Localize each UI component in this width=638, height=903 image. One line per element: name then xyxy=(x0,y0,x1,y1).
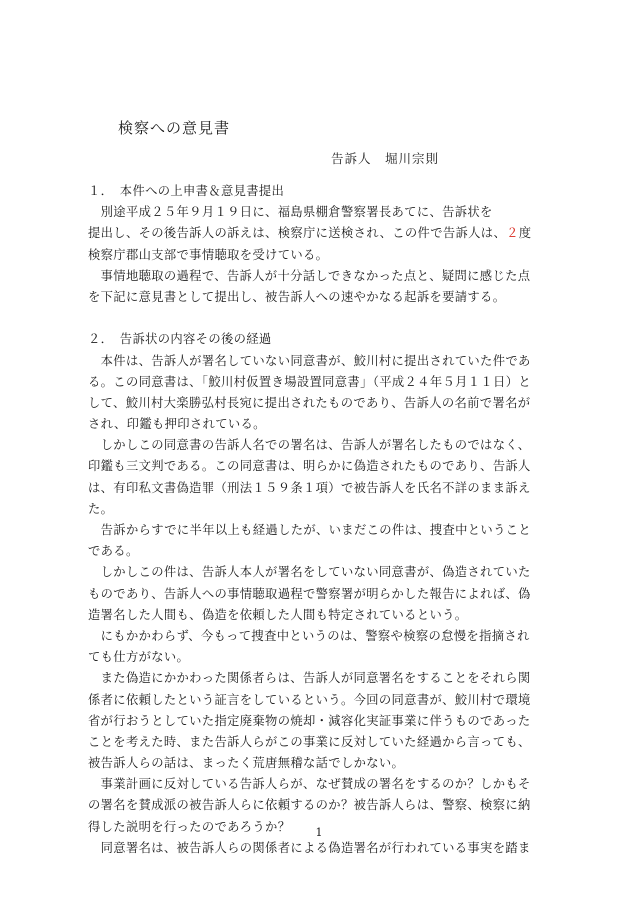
text-segment: 同意署名は、被告訴人らの関係者による偽造署名が行われている事実を踏ま xyxy=(88,840,531,855)
body-text-line xyxy=(88,456,558,477)
text-segment: を下記に意見書として提出し、被告訴人への速やかなる起訴を要請する。 xyxy=(88,289,506,304)
body-text-line xyxy=(88,223,558,244)
section-heading: ２． 告訴状の内容その後の経過 xyxy=(88,332,272,347)
text-segment: 度 xyxy=(518,226,532,241)
text-segment: にもかかわらず、今もって捜査中というのは、警察や検察の怠慢を指摘され xyxy=(88,628,530,643)
text-segment: 印鑑も三文判である。この同意書は、明らかに偽造されたものであり、告訴人 xyxy=(88,459,531,474)
body-text-line xyxy=(88,520,558,541)
body-text-line xyxy=(88,647,558,668)
text-segment: 事業計画に反対している告訴人らが、なぜ賛成の署名をするのか？しかもそ xyxy=(88,777,531,792)
body-text-line xyxy=(88,478,558,499)
body-text-line xyxy=(88,838,558,859)
text-segment: 提出し、その後告訴人の訴えは、検察庁に送検され、この件で告訴人は、 xyxy=(88,226,507,241)
body-text-line xyxy=(88,562,558,583)
paragraph-spacer xyxy=(88,308,558,329)
body-text-line xyxy=(88,372,558,393)
body-text-line xyxy=(88,287,558,308)
body-text-line xyxy=(88,266,558,287)
body-text-line xyxy=(88,605,558,626)
text-segment: 告訴からすでに半年以上も経過したが、いまだこの件は、捜査中ということ xyxy=(88,523,532,537)
page-number: 1 xyxy=(315,826,323,839)
text-segment: ことを考えた時、また告訴人らがこの事業に反対していた経過から言っても、 xyxy=(88,734,531,749)
body-text-line xyxy=(88,393,558,414)
text-segment: しかしこの同意書の告訴人名での署名は、告訴人が署名したものではなく、 xyxy=(88,438,531,453)
text-segment: ても仕方がない。 xyxy=(88,650,190,665)
document-title: 検察への意見書 xyxy=(118,119,231,137)
body-text-line xyxy=(88,732,558,753)
body-text-line xyxy=(88,753,558,774)
text-segment: 省が行おうとしていた指定廃棄物の焼却・減容化実証事業に伴うものであった xyxy=(88,713,531,728)
text-segment: は、有印私文書偽造罪（刑法１５９条１項）で被告訴人を氏名不詳のまま訴え xyxy=(88,480,531,495)
body-text-line xyxy=(88,711,558,732)
document-author: 告訴人 堀川宗則 xyxy=(331,151,440,166)
text-segment: の署名を賛成派の被告訴人らに依頼するのか？被告訴人らは、警察、検察に納 xyxy=(88,798,531,813)
text-segment: 事情地聴取の過程で、告訴人が十分話しできなかった点と、疑問に感じた点 xyxy=(88,268,531,283)
text-segment: しかしこの件は、告訴人本人が署名をしていない同意書が、偽造されていた xyxy=(88,565,531,580)
body-text-line xyxy=(88,795,558,816)
text-segment: 被告訴人らの話は、まったく荒唐無稽な話でしかない。 xyxy=(88,756,405,771)
text-segment: 本件は、告訴人が署名していない同意書が、鮫川村に提出されていた件であ xyxy=(88,353,531,368)
body-text-line xyxy=(88,584,558,605)
body-text-line xyxy=(88,626,558,647)
body-text-line xyxy=(88,414,558,435)
body-text-line xyxy=(88,774,558,795)
highlighted-number: ２ xyxy=(506,226,519,241)
text-segment: 検察庁郡山支部で事情聴取を受けている。 xyxy=(88,247,329,262)
document-body xyxy=(88,181,558,859)
text-segment: 得した説明を行ったのであろうか？ xyxy=(88,819,291,834)
text-segment: 造署名した人間も、偽造を依頼した人間も特定されているという。 xyxy=(88,607,468,622)
text-segment: され、印鑑も押印されている。 xyxy=(88,417,266,432)
text-segment: る。この同意書は、「鮫川村仮置き場設置同意書」（平成２４年５月１１日）と xyxy=(88,374,531,389)
text-segment: 別途平成２５年９月１９日に、福島県棚倉警察署長あてに、告訴状を xyxy=(88,205,493,220)
body-text-line xyxy=(88,541,558,562)
body-text-line xyxy=(88,435,558,456)
text-segment: ものであり、告訴人への事情聴取過程で警察署が明らかした報告によれば、偽 xyxy=(88,586,531,601)
section-heading: １． 本件への上申書＆意見書提出 xyxy=(88,184,285,198)
text-segment: また偽造にかかわった関係者らは、告訴人が同意署名をすることをそれら関 xyxy=(88,671,531,686)
text-segment: して、鮫川村大楽勝弘村長宛に提出されたものであり、告訴人の名前で署名が xyxy=(88,395,531,410)
text-segment: た。 xyxy=(88,501,114,516)
text-segment: 係者に依頼したという証言をしているという。今回の同意書が、鮫川村で環境 xyxy=(88,692,531,707)
body-text-line xyxy=(88,245,558,266)
body-text-line xyxy=(88,351,558,372)
body-text-line xyxy=(88,499,558,520)
text-segment: である。 xyxy=(88,544,139,559)
body-text-line xyxy=(88,202,558,223)
body-text-line xyxy=(88,690,558,711)
body-text-line xyxy=(88,668,558,689)
